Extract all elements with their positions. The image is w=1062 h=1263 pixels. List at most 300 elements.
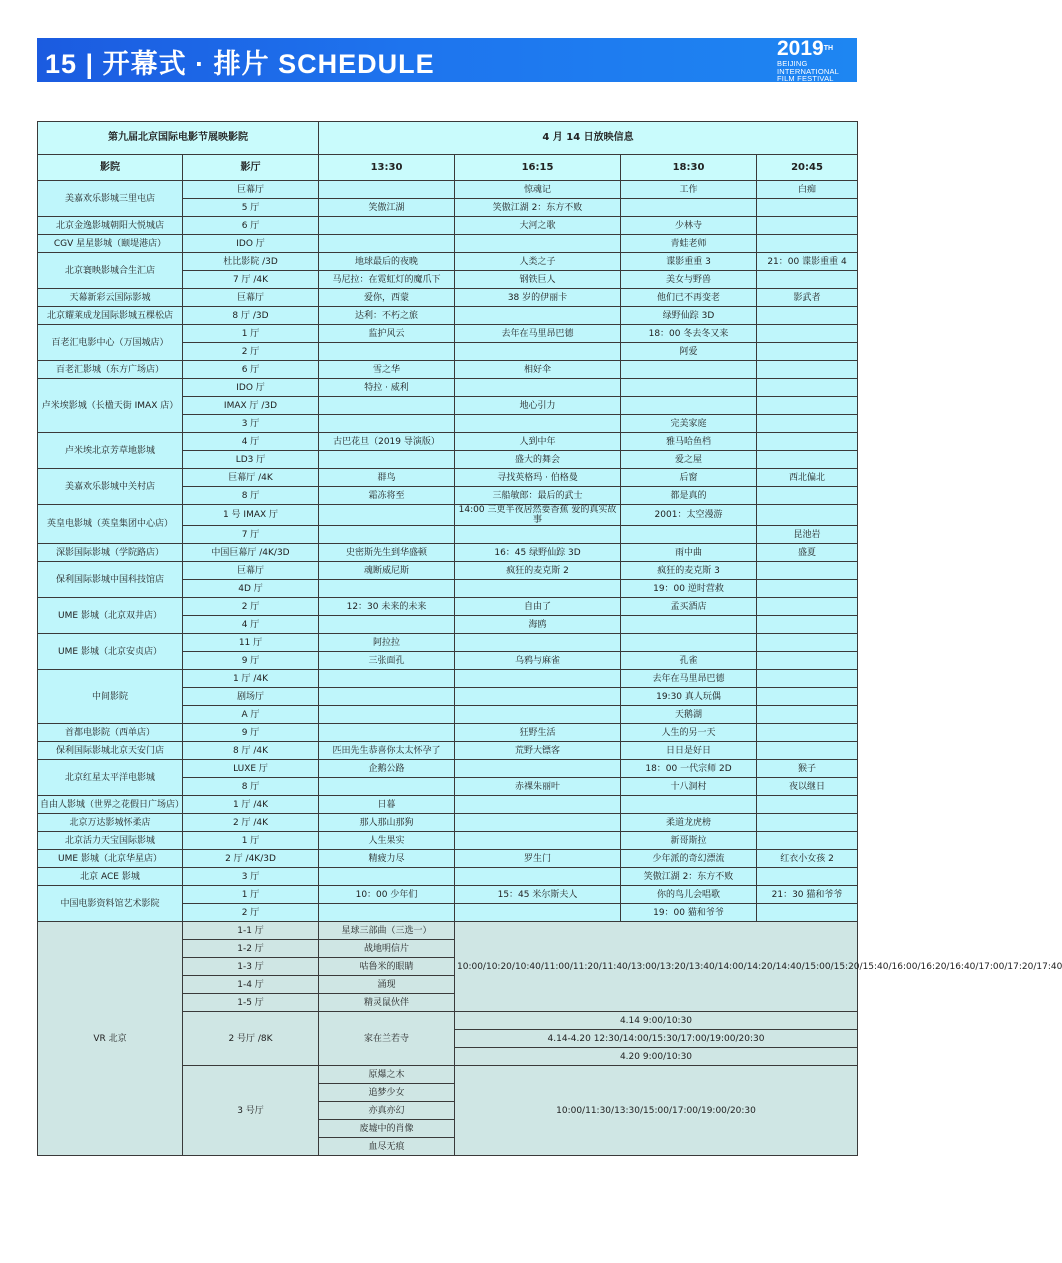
table-title-right: 4 月 14 日放映信息 [319,122,858,155]
screening-cell: 白痴 [757,181,858,199]
vr-hall-cell: 1-2 厅 [183,940,319,958]
hall-cell: 2 厅 [183,904,319,922]
hall-cell: 9 厅 [183,724,319,742]
col-header-1615: 16:15 [455,155,621,181]
hall-cell: 巨幕厅 [183,562,319,580]
table-title-row [38,122,858,155]
cinema-cell: 自由人影城（世界之花假日广场店） [38,796,183,814]
screening-cell [757,580,858,598]
screening-cell: 疯狂的麦克斯 3 [621,562,757,580]
screening-cell [621,526,757,544]
screening-cell: 雨中曲 [621,544,757,562]
screening-cell: 10：00 少年们 [319,886,455,904]
screening-cell [757,724,858,742]
vr-film-cell: 家在兰若寺 [319,1012,455,1066]
screening-cell: 去年在马里昂巴德 [455,325,621,343]
table-row [38,544,858,562]
screening-cell: 狂野生活 [455,724,621,742]
screening-cell: 霜冻将至 [319,487,455,505]
screening-cell [757,796,858,814]
table-row [38,217,858,235]
screening-cell [757,199,858,217]
screening-cell [319,724,455,742]
col-header-1830: 18:30 [621,155,757,181]
screening-cell: 19：00 逆时营救 [621,580,757,598]
cinema-cell: 首都电影院（西单店） [38,724,183,742]
screening-cell: 爱你，西蒙 [319,289,455,307]
table-row [38,235,858,253]
vr-row [38,922,858,940]
screening-cell: 38 岁的伊丽卡 [455,289,621,307]
screening-cell [455,307,621,325]
table-row [38,289,858,307]
cinema-cell: CGV 星星影城（颐堤港店） [38,235,183,253]
screening-cell [757,670,858,688]
screening-cell [757,325,858,343]
screening-cell: 孟买酒店 [621,598,757,616]
screening-cell [757,397,858,415]
screening-cell [455,814,621,832]
screening-cell: 18：00 冬去冬又来 [621,325,757,343]
screening-cell: 笑傲江湖 2：东方不败 [455,199,621,217]
screening-cell [319,181,455,199]
table-row [38,796,858,814]
screening-cell: 19：00 猫和爷爷 [621,904,757,922]
screening-cell: 少年派的奇幻漂流 [621,850,757,868]
hall-cell: 1 厅 /4K [183,796,319,814]
hall-cell: 11 厅 [183,634,319,652]
screening-cell [757,487,858,505]
screening-cell [757,343,858,361]
screening-cell [757,379,858,397]
screening-cell [757,616,858,634]
cinema-cell: UME 影城（北京双井店） [38,598,183,634]
col-header-hall: 影厅 [183,155,319,181]
screening-cell [455,706,621,724]
screening-cell: 马尼拉：在霓虹灯的魔爪下 [319,271,455,289]
hall-cell: 3 厅 [183,868,319,886]
screening-cell [319,616,455,634]
festival-year: 2019TH [777,37,834,60]
screening-cell: 钢铁巨人 [455,271,621,289]
screening-cell [757,562,858,580]
col-header-1330: 13:30 [319,155,455,181]
screening-cell: 魂断威尼斯 [319,562,455,580]
hall-cell: 巨幕厅 [183,289,319,307]
screening-cell [455,634,621,652]
screening-cell: 雪之华 [319,361,455,379]
cinema-cell: 百老汇电影中心（万国城店） [38,325,183,361]
vr-film-cell: 星球三部曲（三选一） [319,922,455,940]
screening-cell: 都是真的 [621,487,757,505]
screening-cell [621,616,757,634]
screening-cell [319,688,455,706]
table-row [38,253,858,271]
screening-cell: 人类之子 [455,253,621,271]
hall-cell: 4 厅 [183,616,319,634]
screening-cell: 爱之屋 [621,451,757,469]
screening-cell: 日日是好日 [621,742,757,760]
hall-cell: 4D 厅 [183,580,319,598]
table-row [38,307,858,325]
screening-cell [319,526,455,544]
hall-cell: 2 厅 /4K/3D [183,850,319,868]
screening-cell [319,451,455,469]
screening-cell [757,904,858,922]
hall-cell: 1 厅 [183,832,319,850]
screening-cell: 三船敏郎：最后的武士 [455,487,621,505]
cinema-cell: 美嘉欢乐影城中关村店 [38,469,183,505]
screening-cell [319,505,455,526]
hall-cell: 5 厅 [183,199,319,217]
hall-cell: LD3 厅 [183,451,319,469]
festival-line-1: BEIJING [777,59,808,68]
hall-cell: 中国巨幕厅 /4K/3D [183,544,319,562]
screening-cell [621,397,757,415]
cinema-cell: 卢米埃影城（长楹天街 IMAX 店） [38,379,183,433]
screening-cell: 昆池岩 [757,526,858,544]
hall-cell: 杜比影院 /3D [183,253,319,271]
cinema-cell: 北京万达影城怀柔店 [38,814,183,832]
vr-film-cell: 咕鲁米的眼睛 [319,958,455,976]
hall-cell: 9 厅 [183,652,319,670]
screening-cell: 21：00 谍影重重 4 [757,253,858,271]
screening-cell [757,451,858,469]
screening-cell: 孔雀 [621,652,757,670]
hall-cell: 2 厅 /4K [183,814,319,832]
screening-cell: 三张面孔 [319,652,455,670]
screening-cell: 柔道龙虎榜 [621,814,757,832]
cinema-cell: UME 影城（北京安贞店） [38,634,183,670]
cinema-cell: 北京耀莱成龙国际影城五棵松店 [38,307,183,325]
screening-cell [757,742,858,760]
screening-cell [757,271,858,289]
screening-cell [319,415,455,433]
screening-cell [757,361,858,379]
festival-logo [777,38,853,83]
screening-cell [455,415,621,433]
screening-cell: 地心引力 [455,397,621,415]
vr-hall-cell: 1-1 厅 [183,922,319,940]
vr-times-cell: 4.14 9:00/10:30 [455,1012,858,1030]
screening-cell [621,379,757,397]
vr-hall-cell: 1-5 厅 [183,994,319,1012]
screening-cell: 后窗 [621,469,757,487]
screening-cell [455,868,621,886]
screening-cell: 新哥斯拉 [621,832,757,850]
screening-cell [757,307,858,325]
screening-cell [455,580,621,598]
hall-cell: 8 厅 /4K [183,742,319,760]
table-row [38,670,858,688]
screening-cell [455,832,621,850]
table-row [38,760,858,778]
table-row [38,634,858,652]
table-row [38,724,858,742]
table-row [38,181,858,199]
screening-cell [319,397,455,415]
hall-cell: LUXE 厅 [183,760,319,778]
cinema-cell: 天幕新彩云国际影城 [38,289,183,307]
screening-cell [757,433,858,451]
screening-cell: 青蛙老师 [621,235,757,253]
screening-cell [621,796,757,814]
screening-cell [319,904,455,922]
cinema-cell: 保利国际影城中国科技馆店 [38,562,183,598]
cinema-cell: 卢米埃北京芳草地影城 [38,433,183,469]
cinema-cell: 北京活力天宝国际影城 [38,832,183,850]
screening-cell: 人生的另一天 [621,724,757,742]
screening-cell [455,904,621,922]
screening-cell: 荒野大镖客 [455,742,621,760]
hall-cell: 6 厅 [183,217,319,235]
table-row [38,469,858,487]
hall-cell: 8 厅 [183,778,319,796]
screening-cell: 乌鸦与麻雀 [455,652,621,670]
screening-cell: 雅马哈鱼档 [621,433,757,451]
screening-cell: 自由了 [455,598,621,616]
screening-cell: 影武者 [757,289,858,307]
screening-cell: 相好伞 [455,361,621,379]
hall-cell: 1 厅 /4K [183,670,319,688]
screening-cell: 12：30 未来的未来 [319,598,455,616]
screening-cell: 企鹅公路 [319,760,455,778]
table-row [38,379,858,397]
hall-cell: 1 号 IMAX 厅 [183,505,319,526]
screening-cell: 人到中年 [455,433,621,451]
screening-cell: 盛大的舞会 [455,451,621,469]
screening-cell: 十八洞村 [621,778,757,796]
hall-cell: 2 厅 [183,598,319,616]
screening-cell: 精疲力尽 [319,850,455,868]
cinema-cell: 保利国际影城北京天安门店 [38,742,183,760]
page-header-banner [37,38,857,82]
screening-cell [455,688,621,706]
screening-cell [757,832,858,850]
table-row [38,742,858,760]
screening-cell [455,760,621,778]
screening-cell: 18：00 一代宗师 2D [621,760,757,778]
screening-cell: 完美家庭 [621,415,757,433]
screening-cell [757,598,858,616]
screening-cell: 寻找英格玛 · 伯格曼 [455,469,621,487]
screening-cell [319,778,455,796]
screening-cell: 地球最后的夜晚 [319,253,455,271]
hall-cell: IDO 厅 [183,235,319,253]
screening-cell: 达利：不朽之旅 [319,307,455,325]
screening-cell [319,580,455,598]
screening-cell [455,796,621,814]
cinema-cell: 百老汇影城（东方广场店） [38,361,183,379]
cinema-cell: 美嘉欢乐影城三里屯店 [38,181,183,217]
screening-cell: 赤裸朱丽叶 [455,778,621,796]
screening-cell: 特拉 · 威利 [319,379,455,397]
screening-cell: 史密斯先生到华盛顿 [319,544,455,562]
screening-cell: 谍影重重 3 [621,253,757,271]
cinema-cell: 深影国际影城（学院路店） [38,544,183,562]
hall-cell: 1 厅 [183,886,319,904]
cinema-cell: 北京寰映影城合生汇店 [38,253,183,289]
screening-cell: 去年在马里昂巴德 [621,670,757,688]
table-row [38,433,858,451]
screening-cell: 夜以继日 [757,778,858,796]
screening-cell: 盛夏 [757,544,858,562]
hall-cell: 4 厅 [183,433,319,451]
screening-cell: 阿拉拉 [319,634,455,652]
screening-cell [757,415,858,433]
screening-cell: 笑傲江湖 2：东方不败 [621,868,757,886]
screening-cell [621,199,757,217]
vr-film-cell: 亦真亦幻 [319,1102,455,1120]
screening-cell [455,343,621,361]
screening-cell: 工作 [621,181,757,199]
col-header-2045: 20:45 [757,155,858,181]
vr-film-cell: 废墟中的肖像 [319,1120,455,1138]
hall-cell: IDO 厅 [183,379,319,397]
table-row [38,814,858,832]
screening-cell [319,670,455,688]
screening-cell: 古巴花旦（2019 导演版） [319,433,455,451]
screening-cell: 14:00 三更半夜居然要香蕉 爱的真实故事 [455,505,621,526]
hall-cell: A 厅 [183,706,319,724]
cinema-cell: UME 影城（北京华星店） [38,850,183,868]
screening-cell: 人生果实 [319,832,455,850]
table-row [38,325,858,343]
screening-cell [757,634,858,652]
screening-cell: 大河之歌 [455,217,621,235]
screening-cell [621,634,757,652]
screening-cell: 他们已不再变老 [621,289,757,307]
hall-cell: IMAX 厅 /3D [183,397,319,415]
vr-hall-cell: 3 号厅 [183,1066,319,1156]
screening-cell [455,235,621,253]
screening-cell [455,379,621,397]
vr-times-cell: 4.20 9:00/10:30 [455,1048,858,1066]
hall-cell: 1 厅 [183,325,319,343]
screening-cell [757,235,858,253]
table-row [38,868,858,886]
screening-cell: 那人那山那狗 [319,814,455,832]
table-row [38,850,858,868]
table-row [38,505,858,526]
screening-cell: 16：45 绿野仙踪 3D [455,544,621,562]
screening-cell: 疯狂的麦克斯 2 [455,562,621,580]
screening-cell [757,706,858,724]
vr-film-cell: 原爆之木 [319,1066,455,1084]
screening-cell [319,868,455,886]
hall-cell: 8 厅 /3D [183,307,319,325]
screening-cell [319,235,455,253]
vr-times-cell: 4.14-4.20 12:30/14:00/15:30/17:00/19:00/20:30 [455,1030,858,1048]
screening-cell [455,526,621,544]
cinema-cell: 北京红星太平洋电影城 [38,760,183,796]
hall-cell: 7 厅 /4K [183,271,319,289]
hall-cell: 巨幕厅 /4K [183,469,319,487]
screening-cell: 你的鸟儿会唱歌 [621,886,757,904]
hall-cell: 6 厅 [183,361,319,379]
vr-cinema-cell: VR 北京 [38,922,183,1156]
vr-times-cell: 10:00/10:20/10:40/11:00/11:20/11:40/13:00/13:20/13:40/14:00/14:20/14:40/15:00/15:20/15:40/16:00/16:20/16:40/17:00/17:20/17:40 [455,922,858,1012]
vr-film-cell: 战地明信片 [319,940,455,958]
table-row [38,598,858,616]
screening-cell: 罗生门 [455,850,621,868]
vr-film-cell: 涌现 [319,976,455,994]
hall-cell: 巨幕厅 [183,181,319,199]
screening-cell: 猴子 [757,760,858,778]
hall-cell: 3 厅 [183,415,319,433]
screening-cell: 惊魂记 [455,181,621,199]
screening-cell [757,868,858,886]
screening-cell [757,652,858,670]
screening-cell: 2001：太空漫游 [621,505,757,526]
table-row [38,832,858,850]
screening-cell: 15：45 米尔斯夫人 [455,886,621,904]
cinema-cell: 中国电影资料馆艺术影院 [38,886,183,922]
vr-hall-cell: 1-3 厅 [183,958,319,976]
screening-cell: 天鹅湖 [621,706,757,724]
festival-line-3: FILM FESTIVAL [777,74,834,83]
cinema-cell: 中间影院 [38,670,183,724]
screening-cell [455,670,621,688]
schedule-table [37,121,1062,1156]
screening-cell: 西北偏北 [757,469,858,487]
screening-cell: 绿野仙踪 3D [621,307,757,325]
cinema-cell: 北京 ACE 影城 [38,868,183,886]
screening-cell: 海鸥 [455,616,621,634]
screening-cell: 少林寺 [621,217,757,235]
screening-cell [319,217,455,235]
screening-cell [757,505,858,526]
vr-film-cell: 追梦少女 [319,1084,455,1102]
screening-cell: 21：30 猫和爷爷 [757,886,858,904]
screening-cell: 笑傲江湖 [319,199,455,217]
screening-cell [319,706,455,724]
hall-cell: 剧场厅 [183,688,319,706]
hall-cell: 2 厅 [183,343,319,361]
table-row [38,562,858,580]
hall-cell: 8 厅 [183,487,319,505]
vr-film-cell: 血尽无痕 [319,1138,455,1156]
screening-cell [757,688,858,706]
table-row [38,886,858,904]
screening-cell: 红衣小女孩 2 [757,850,858,868]
screening-cell [319,343,455,361]
screening-cell: 匹田先生恭喜你太太怀孕了 [319,742,455,760]
screening-cell: 监护风云 [319,325,455,343]
vr-film-cell: 精灵鼠伙伴 [319,994,455,1012]
vr-times-cell: 10:00/11:30/13:30/15:00/17:00/19:00/20:30 [455,1066,858,1156]
screening-cell: 日暮 [319,796,455,814]
screening-cell [621,361,757,379]
cinema-cell: 北京金逸影城朝阳大悦城店 [38,217,183,235]
festival-line-2: INTERNATIONAL [777,66,840,76]
table-header-row [38,155,858,181]
table-row [38,361,858,379]
hall-cell: 7 厅 [183,526,319,544]
table-title-left: 第九届北京国际电影节展映影院 [38,122,319,155]
col-header-cinema: 影院 [38,155,183,181]
screening-cell [757,814,858,832]
screening-cell: 群鸟 [319,469,455,487]
vr-hall-cell: 2 号厅 /8K [183,1012,319,1066]
screening-cell: 阿爱 [621,343,757,361]
page-title: 15 | 开幕式 · 排片 SCHEDULE [45,49,435,79]
screening-cell: 19:30 真人玩偶 [621,688,757,706]
screening-cell [757,217,858,235]
screening-cell: 美女与野兽 [621,271,757,289]
cinema-cell: 英皇电影城（英皇集团中心店） [38,505,183,544]
vr-hall-cell: 1-4 厅 [183,976,319,994]
